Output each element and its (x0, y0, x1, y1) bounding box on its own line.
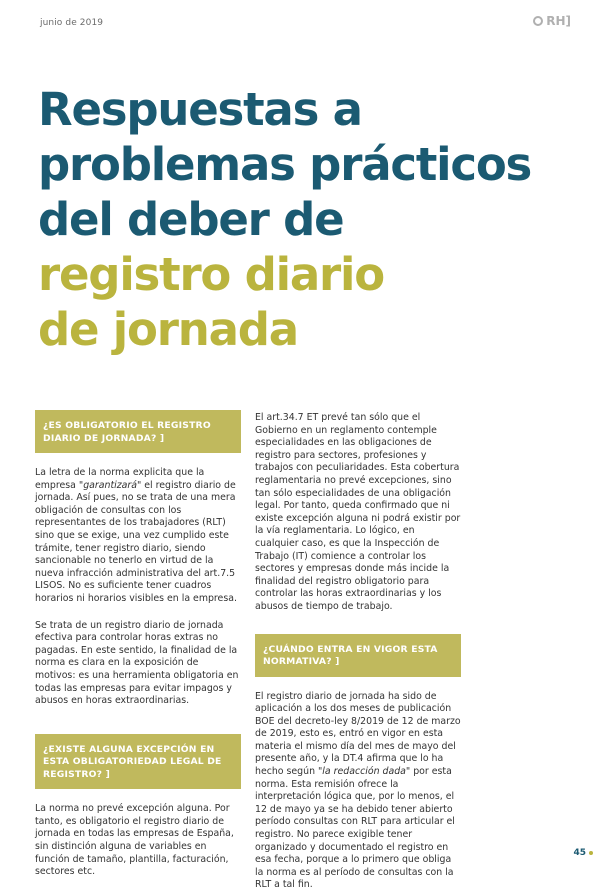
question-heading-excepcion: ¿EXISTE ALGUNA EXCEPCIÓN EN ESTA OBLIGATORIEDAD LEGAL DE REGISTRO? ] (35, 734, 241, 790)
paragraph-text: el registro diario de jornada. Así pues, no se trata de una mera obligación de consultas con los representantes de los trabajadores (RLT) sino que se exige, una vez cumplido este trámite, tener registro diario, siendo sancionable no tenerlo en virtud de la nueva infracción administrativa del art.7.5 LISOS. No es suficiente tener cuadros horarios ni horarios visibles en la empresa. (35, 480, 237, 604)
paragraph-text: La letra de la norma explicita que la empresa (35, 467, 204, 491)
logo-text: RH] (546, 14, 571, 28)
paragraph-text: El registro diario de jornada ha sido de aplicación a los dos meses de publicación BOE del decreto-ley 8/2019 de 12 de marzo de 2019, esto es, entró en vigor en esta materia el mismo día del mes de mayo del presente año, y la DT.4 afirma que lo ha hecho según (255, 691, 461, 778)
emphasis-text: "garantizará" (79, 480, 141, 491)
paragraph-q3-1 (255, 691, 461, 892)
page-number-text: 45 (573, 848, 586, 858)
header-date: junio de 2019 (40, 18, 103, 28)
title-line-1: Respuestas a (38, 82, 598, 137)
article-title (38, 82, 598, 357)
logo-circle-icon (533, 16, 543, 26)
left-column (35, 410, 241, 879)
paragraph-q2-1: La norma no prevé excepción alguna. Por tanto, es obligatorio el registro diario de jornada en todas las empresas de España, sin distinción alguna de variables en función de tamaño, plantilla, facturación, sectores etc. (35, 803, 241, 879)
question-heading-vigor: ¿CUÁNDO ENTRA EN VIGOR ESTA NORMATIVA? ] (255, 634, 461, 677)
question-heading-obligatorio: ¿ES OBLIGATORIO EL REGISTRO DIARIO DE JORNADA? ] (35, 410, 241, 453)
dot-icon (589, 851, 593, 855)
rh-logo (533, 14, 571, 28)
emphasis-text: "la redacción dada" (318, 766, 410, 777)
title-line-4: registro diario (38, 247, 598, 302)
right-column (255, 412, 461, 892)
paragraph-right-1: El art.34.7 ET prevé tan sólo que el Gobierno en un reglamento contemple especialidades en las obligaciones de registro para sectores, profesiones y trabajos con peculiaridades. Esta cobertura reglamentaria no prevé excepciones, sino tan sólo especialidades de una obligación legal. Por tanto, queda confirmado que ni existe excepción alguna ni podrá existir por la vía reglamentaria. Lo lógico, en cualquier caso, es que la Inspección de Trabajo (IT) comience a controlar los sectores y empresas donde más incide la finalidad del registro obligatorio para controlar las horas extraordinarias y los abusos de tiempo de trabajo. (255, 412, 461, 614)
paragraph-text: por esta norma. Esta remisión ofrece la interpretación lógica que, por lo menos, el 12 de mayo ya se ha debido tener abierto período consultas con RLT para articular el registro. No parece exigible tener organizado y documentado el registro en esa fecha, porque a lo primero que obliga la norma es al período de consultas con la RLT a tal fin. (255, 766, 455, 890)
paragraph-q1-1 (35, 467, 241, 606)
title-line-5: de jornada (38, 302, 598, 357)
paragraph-q1-2: Se trata de un registro diario de jornada efectiva para controlar horas extras no pagadas. En este sentido, la finalidad de la norma es clara en la exposición de motivos: es una herramienta obligatoria en todas las empresas para evitar impagos y abusos en horas extraordinarias. (35, 620, 241, 708)
title-line-2: problemas prácticos (38, 137, 598, 192)
page-number (573, 848, 593, 858)
title-line-3: del deber de (38, 192, 598, 247)
